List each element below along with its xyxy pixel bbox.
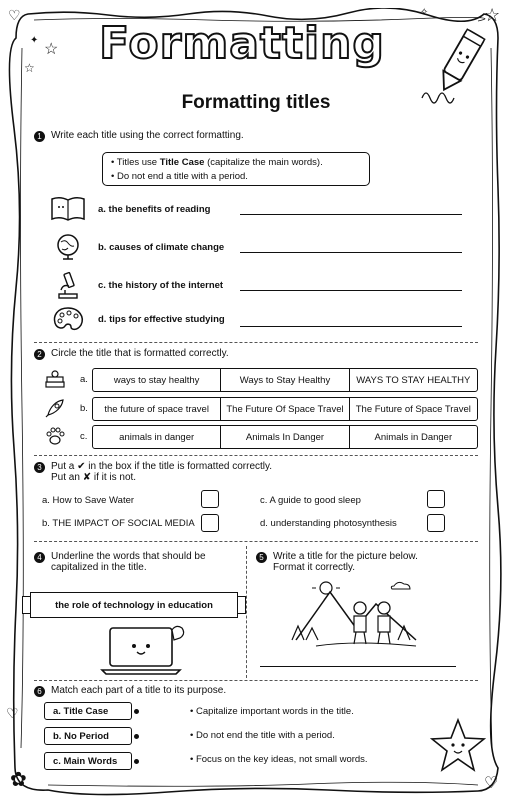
section4-heading <box>34 551 206 573</box>
section6-heading <box>34 685 226 697</box>
section3-number: 3 <box>34 462 45 473</box>
s1-item-label: d. tips for effective studying <box>98 313 225 325</box>
s2-letter: a. <box>80 373 88 385</box>
instruction-line: Format it correctly. <box>273 562 356 573</box>
rule-text: (capitalize the main words). <box>204 157 323 168</box>
option[interactable]: Animals In Danger <box>220 426 348 448</box>
match-purpose[interactable]: • Capitalize important words in the title. <box>190 706 354 717</box>
star-icon: ☆ <box>24 61 35 75</box>
section5-heading <box>256 551 418 573</box>
s2-row-c <box>44 425 92 447</box>
divider <box>34 455 478 456</box>
s2-options-a <box>92 368 478 392</box>
instruction-line: Put an ✘ if it is not. <box>51 472 137 483</box>
option[interactable]: WAYS TO STAY HEALTHY <box>349 369 477 391</box>
s2-options-c <box>92 425 478 449</box>
sparkle-icon: ✧ <box>420 7 429 18</box>
section5-number: 5 <box>256 552 267 563</box>
answer-line[interactable] <box>260 666 456 667</box>
section4-instruction <box>51 551 206 573</box>
page-title: Formatting <box>99 18 385 69</box>
globe-icon <box>50 232 86 262</box>
books-apple-icon <box>44 368 66 390</box>
s3-item: c. A guide to good sleep <box>260 495 361 506</box>
section1-instruction: Write each title using the correct formatting. <box>51 130 244 141</box>
heart-icon: ♡ <box>8 7 21 23</box>
section6-instruction: Match each part of a title to its purpose. <box>51 685 227 696</box>
s2-letter: c. <box>80 430 88 442</box>
hikers-icon <box>286 578 426 650</box>
answer-checkbox[interactable] <box>427 514 445 532</box>
match-part[interactable]: a. Title Case <box>44 702 132 720</box>
s2-row-b <box>44 397 92 419</box>
rule-line <box>111 156 361 170</box>
section5-instruction <box>273 551 418 573</box>
option[interactable]: Ways to Stay Healthy <box>220 369 348 391</box>
s3-item: a. How to Save Water <box>42 495 135 506</box>
microscope-icon <box>50 270 86 300</box>
answer-checkbox[interactable] <box>201 514 219 532</box>
s2-options-b <box>92 397 478 421</box>
section1-number: 1 <box>34 131 45 142</box>
rule-bold: Title Case <box>159 157 205 168</box>
section2-heading <box>34 348 229 360</box>
instruction-line: capitalized in the title. <box>51 562 147 573</box>
s3-item: d. understanding photosynthesis <box>260 518 397 529</box>
match-dot[interactable] <box>134 709 139 714</box>
paw-icon <box>44 425 66 447</box>
s1-item-d <box>50 304 225 334</box>
rule-line <box>111 170 361 184</box>
page-subtitle: Formatting titles <box>181 92 331 113</box>
s3-item: b. THE IMPACT OF SOCIAL MEDIA <box>42 518 195 529</box>
answer-line[interactable] <box>240 214 462 215</box>
s1-item-label: a. the benefits of reading <box>98 203 211 215</box>
s1-item-label: b. causes of climate change <box>98 241 225 253</box>
star-icon: ☆ <box>484 5 501 25</box>
answer-checkbox[interactable] <box>201 490 219 508</box>
instruction-line: Put a ✔ in the box if the title is formatted correctly. <box>51 461 273 472</box>
heart-icon: ♡ <box>6 705 19 721</box>
laptop-icon <box>98 624 190 676</box>
option[interactable]: ways to stay healthy <box>113 374 200 386</box>
book-icon <box>50 194 86 224</box>
option[interactable]: Animals in Danger <box>349 426 477 448</box>
instruction-line: Write a title for the picture below. <box>273 551 418 562</box>
divider <box>34 541 478 542</box>
match-dot[interactable] <box>134 734 139 739</box>
option[interactable]: The Future of Space Travel <box>349 398 477 420</box>
option[interactable]: the future of space travel <box>104 403 209 415</box>
option[interactable]: The Future Of Space Travel <box>220 398 348 420</box>
answer-checkbox[interactable] <box>427 490 445 508</box>
section3-instruction <box>51 461 272 483</box>
divider <box>34 342 478 343</box>
match-part[interactable]: c. Main Words <box>44 752 132 770</box>
match-purpose[interactable]: • Focus on the key ideas, not small words. <box>190 754 368 765</box>
s1-item-c <box>50 270 223 300</box>
section2-instruction: Circle the title that is formatted correctly. <box>51 348 229 359</box>
rule-text: • Do not end a title with a period. <box>111 171 248 182</box>
rocket-icon <box>44 397 66 419</box>
divider <box>34 680 478 681</box>
section4-number: 4 <box>34 552 45 563</box>
flower-icon: ✿ <box>10 769 27 791</box>
instruction-line: Underline the words that should be <box>51 551 206 562</box>
answer-line[interactable] <box>240 252 462 253</box>
section6-number: 6 <box>34 686 45 697</box>
star-icon: ☆ <box>44 41 59 58</box>
s1-item-label: c. the history of the internet <box>98 279 224 291</box>
option[interactable]: animals in danger <box>119 431 195 443</box>
section1-heading <box>34 130 244 142</box>
answer-line[interactable] <box>240 326 462 327</box>
match-part[interactable]: b. No Period <box>44 727 132 745</box>
match-purpose[interactable]: • Do not end the title with a period. <box>190 730 335 741</box>
sparkle-icon: ✦ <box>30 35 39 46</box>
s2-letter: b. <box>80 402 88 414</box>
rule-text: • Titles use <box>111 157 160 168</box>
answer-line[interactable] <box>240 290 462 291</box>
s1-item-b <box>50 232 224 262</box>
heart-icon: ♡ <box>484 775 499 792</box>
title-banner[interactable]: the role of technology in education <box>30 592 238 618</box>
rules-box <box>102 152 370 186</box>
s2-row-a <box>44 368 92 390</box>
match-dot[interactable] <box>134 759 139 764</box>
section2-number: 2 <box>34 349 45 360</box>
smiling-star-icon <box>428 716 488 776</box>
s1-item-a <box>50 194 210 224</box>
divider <box>246 546 247 678</box>
palette-icon <box>50 304 86 334</box>
section3-heading <box>34 461 272 483</box>
